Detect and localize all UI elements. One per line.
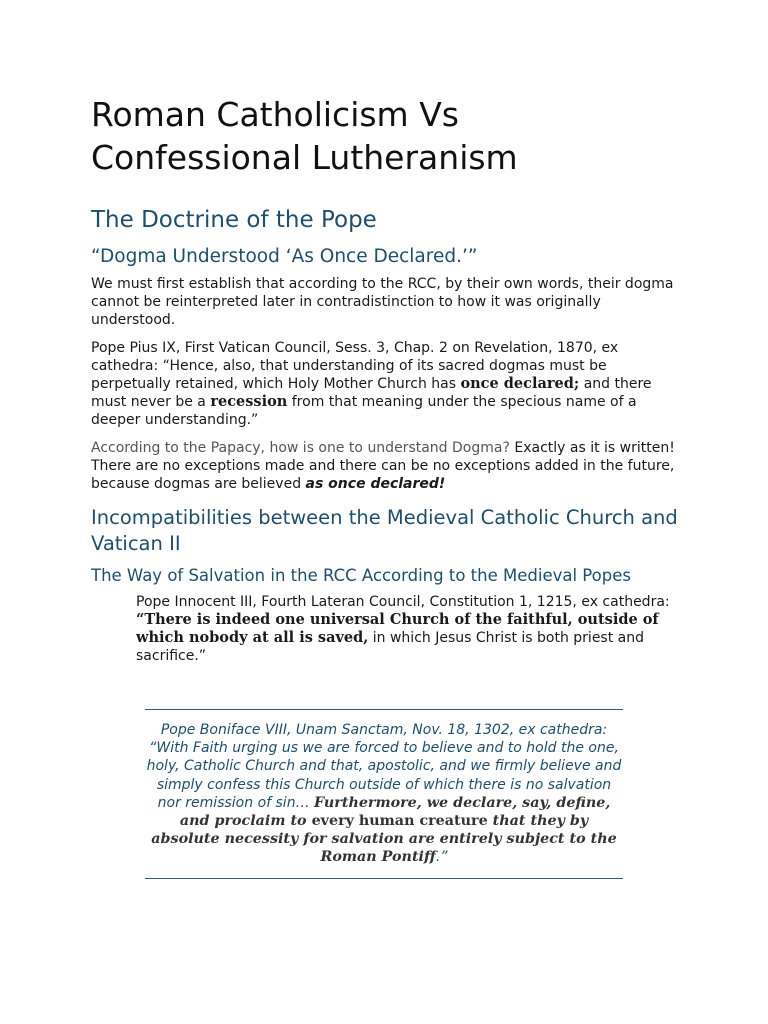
innocent-emph: “There is indeed one universal Church of the faithful, outside of which nobody at all is saved, bbox=[136, 611, 659, 646]
title-line-2: Confessional Lutheranism bbox=[91, 138, 518, 177]
section-heading-incompatibilities: Incompatibilities between the Medieval Catholic Church and Vatican II bbox=[91, 506, 678, 555]
papacy-answer: Exactly as it is written! There are no exceptions made and there can be no exceptions added in the future, because dogmas are believed bbox=[91, 440, 675, 492]
quote-text-1: Pope Boniface VIII, Unam Sanctam, Nov. 18, 1302, ex cathedra: “With Faith urging us we are forced to believe and to hold the one, holy, Catholic Church and that, apostolic, and we firmly believe and simply confess this Church outside of which there is no salvation nor remission of sin… bbox=[146, 722, 622, 811]
papacy-emph: as once declared! bbox=[305, 476, 446, 492]
quote-emph-3: that they by absolute necessity for salvation are entirely subject to the Roman Pontiff bbox=[151, 813, 617, 866]
quote-emph-2: every human creature bbox=[306, 813, 493, 830]
intense-quote-boniface bbox=[145, 709, 623, 879]
paragraph-papacy bbox=[91, 439, 681, 493]
pius-text-1: Pope Pius IX, First Vatican Council, Sess. 3, Chap. 2 on Revelation, 1870, ex cathedra: “Hence, also, that understanding of its sacred dogmas must be perpetually retained, which Holy Mother Church has bbox=[91, 340, 619, 392]
document-body bbox=[91, 93, 681, 675]
section-heading-doctrine: The Doctrine of the Pope bbox=[91, 207, 377, 233]
subheading-way-of-salvation: The Way of Salvation in the RCC According to the Medieval Popes bbox=[91, 566, 631, 585]
subheading-dogma: “Dogma Understood ‘As Once Declared.’” bbox=[91, 246, 478, 267]
innocent-text-1: Pope Innocent III, Fourth Lateran Council, Constitution 1, 1215, ex cathedra: bbox=[136, 594, 670, 610]
quote-end: .” bbox=[435, 849, 448, 866]
pius-emph-2: recession bbox=[210, 393, 288, 410]
paragraph-innocent-iii bbox=[136, 593, 681, 665]
pius-text-2: and there must never be a bbox=[91, 376, 652, 410]
quote-emph-1: Furthermore, we declare, say, define, and proclaim to bbox=[179, 794, 611, 830]
pius-text-3: from that meaning under the specious name of a deeper understanding.” bbox=[91, 394, 637, 428]
title-line-1: Roman Catholicism Vs bbox=[91, 95, 459, 134]
innocent-text-2: in which Jesus Christ is both priest and sacrifice.” bbox=[136, 630, 645, 664]
papacy-question: According to the Papacy, how is one to understand Dogma? bbox=[91, 440, 510, 456]
document-title bbox=[91, 93, 681, 179]
paragraph-pius-ix bbox=[91, 339, 681, 429]
paragraph-establish: We must first establish that according to the RCC, by their own words, their dogma cannot be reinterpreted later in contradistinction to how it was originally understood. bbox=[91, 276, 674, 328]
pius-emph-1: once declared; bbox=[460, 375, 580, 392]
